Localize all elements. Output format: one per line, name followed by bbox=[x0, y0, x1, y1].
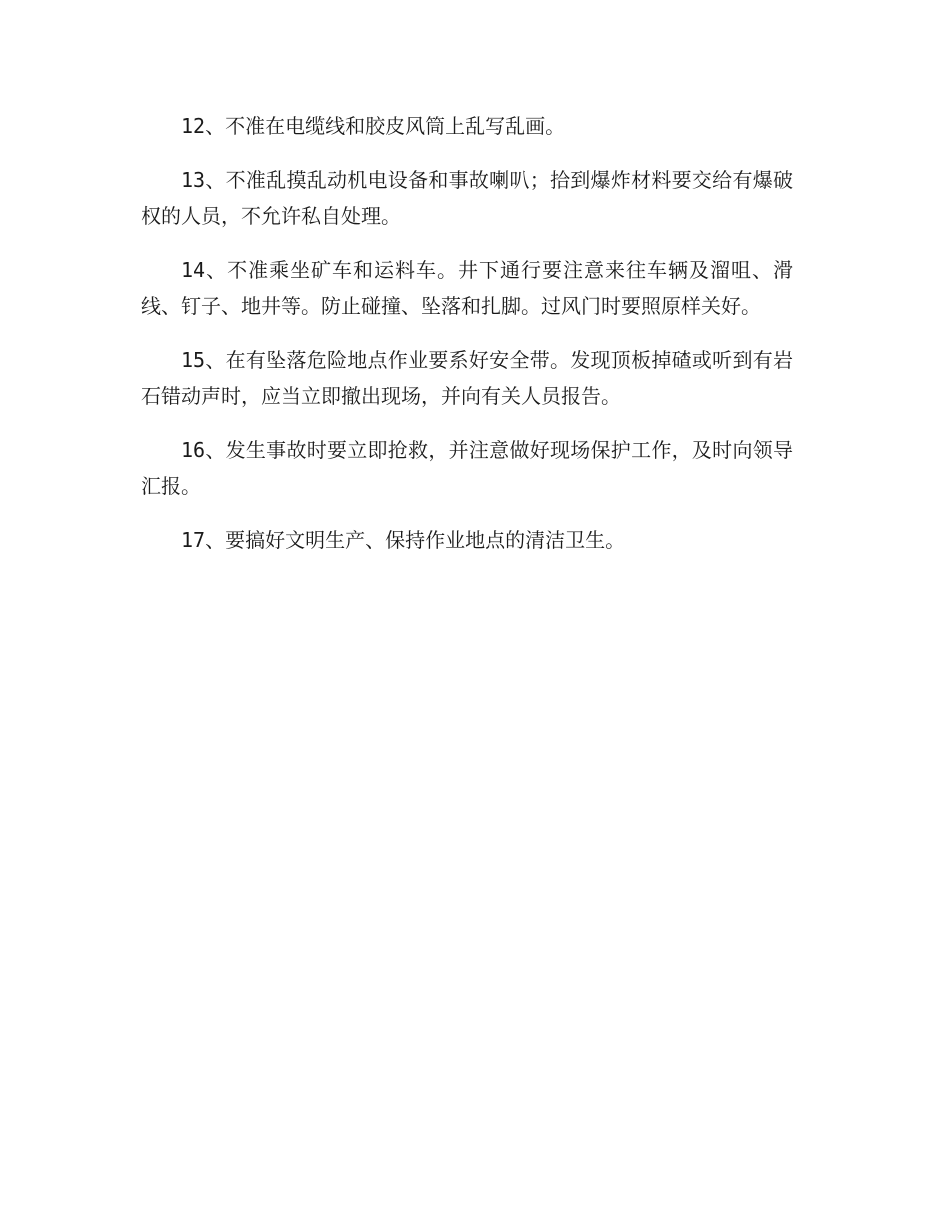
rule-paragraph-16: 16、发生事故时要立即抢救，并注意做好现场保护工作，及时向领导汇报。 bbox=[141, 438, 793, 498]
rule-paragraph-13: 13、不准乱摸乱动机电设备和事故喇叭；拾到爆炸材料要交给有爆破权的人员，不允许私自处理。 bbox=[141, 168, 793, 228]
rule-paragraph-17: 17、要搞好文明生产、保持作业地点的清洁卫生。 bbox=[181, 528, 626, 552]
document-body bbox=[141, 108, 793, 576]
rule-paragraph-15: 15、在有坠落危险地点作业要系好安全带。发现顶板掉碴或听到有岩石错动声时，应当立即撤出现场，并向有关人员报告。 bbox=[141, 348, 793, 408]
rule-paragraph-14: 14、不准乘坐矿车和运料车。井下通行要注意来往车辆及溜咀、滑线、钉子、地井等。防止碰撞、坠落和扎脚。过风门时要照原样关好。 bbox=[141, 258, 793, 318]
rule-paragraph-12: 12、不准在电缆线和胶皮风筒上乱写乱画。 bbox=[181, 114, 566, 138]
